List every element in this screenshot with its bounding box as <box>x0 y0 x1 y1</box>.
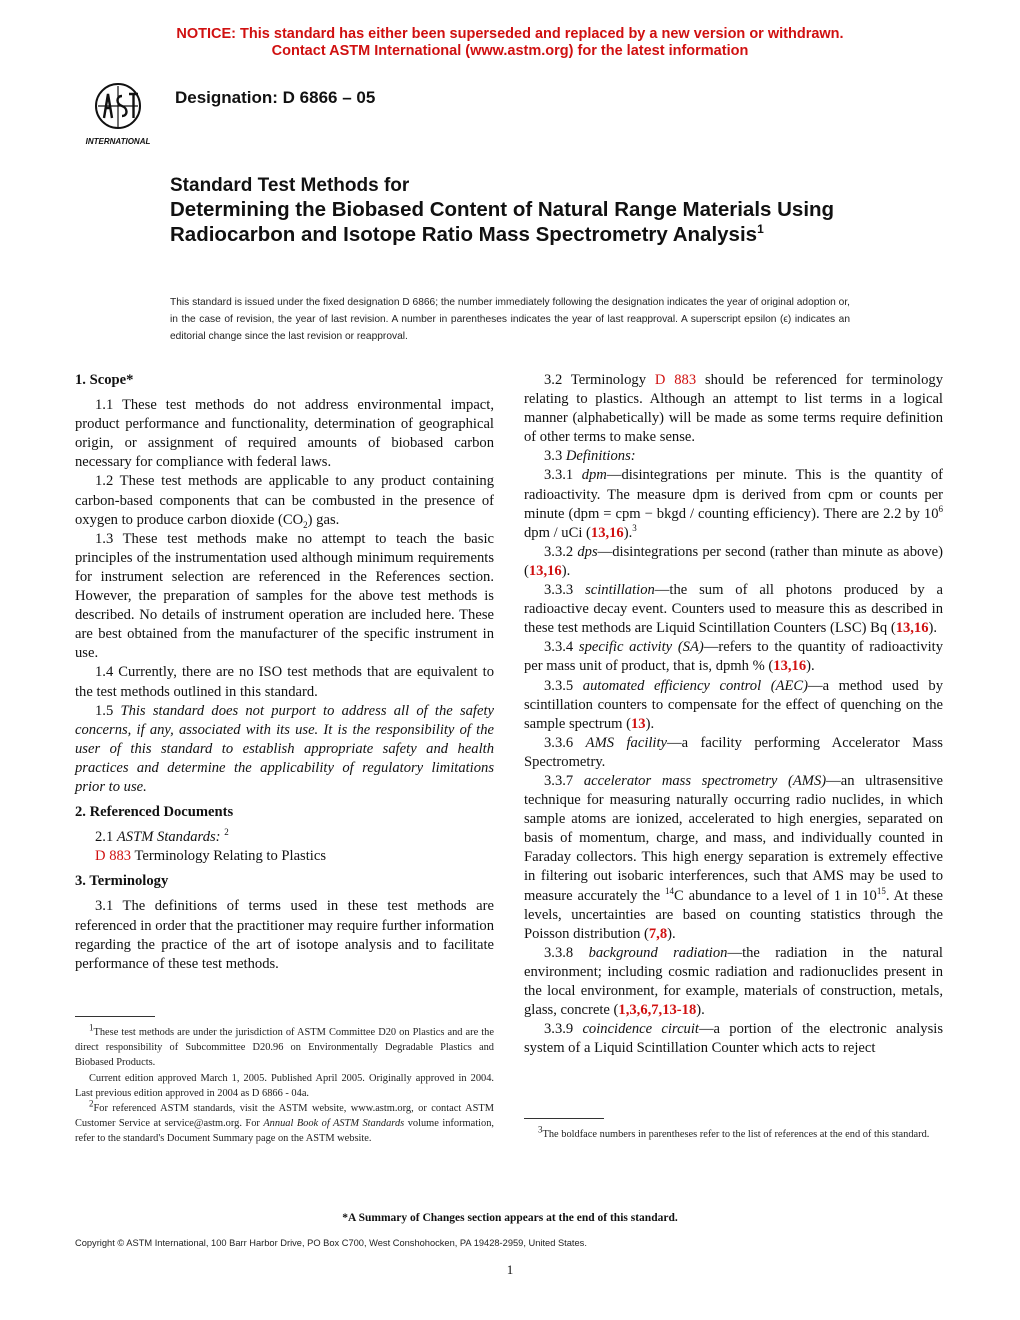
citation-link[interactable]: 7,8 <box>648 925 668 942</box>
ref-d883-line: D 883 Terminology Relating to Plastics <box>95 848 326 865</box>
section-heading-scope: 1. Scope* <box>75 372 134 388</box>
section-heading-referenced-documents: 2. Referenced Documents <box>75 804 234 821</box>
astm-logo <box>76 76 160 148</box>
def-3-3-5: 3.3.5 automated efficiency control (AEC)—a method used by scintillation counters to compensate for the effect of quenching on the sample spectrum (13). <box>524 677 944 732</box>
para-3-3: 3.3 Definitions: <box>544 448 636 465</box>
footnotes-left <box>75 1016 494 1147</box>
designation: Designation: D 6866 – 05 <box>175 88 376 107</box>
title-footnote-mark: 1 <box>757 221 764 236</box>
right-column <box>524 371 943 1058</box>
summary-note: *A Summary of Changes section appears at the end of this standard. <box>342 1212 678 1224</box>
ref-d883-link[interactable]: D 883 <box>95 848 132 865</box>
citation-link[interactable]: 13,16 <box>895 620 929 637</box>
footnote-2: $^2$For referenced ASTM standards, visit the ASTM website, www.astm.org, or contact ASTM Customer Service at service@astm.org. For Annual Book of ASTM Standards volume information, refer to the standard's Document Summary page on the ASTM website. <box>75 1098 494 1145</box>
title-main-text: Determining the Biobased Content of Natural Range Materials Using Radiocarbon and Isotope Ratio Mass Spectrometry Analysis <box>170 198 835 246</box>
para-1-4: 1.4 Currently, there are no ISO test methods that are equivalent to the test methods outlined in this standard. <box>75 664 494 700</box>
logo-text: INTERNATIONAL <box>85 137 151 146</box>
title-main <box>170 198 870 247</box>
footnote-divider <box>524 1118 604 1119</box>
citation-link[interactable]: 13,16 <box>528 562 562 579</box>
left-column <box>75 371 494 974</box>
section-heading-terminology: 3. Terminology <box>75 873 169 890</box>
para-2-1: 2.1 ASTM Standards: $^2$ <box>95 827 229 846</box>
footnote-3: $^3$The boldface numbers in parentheses refer to the list of references at the end of this standard. <box>538 1124 930 1140</box>
footnote-divider <box>75 1016 155 1017</box>
para-1-3: 1.3 These test methods make no attempt to teach the basic principles of the instrumentation used although minimum requirements for instrument selection are referenced in the References section. However, the preparation of samples for the above test methods is described. No details of instrument operation are included here. These are best obtained from the manufacturer of the specific instrument in use. <box>75 530 494 662</box>
notice-line-1: NOTICE: This standard has either been superseded and replaced by a new version or withdrawn. <box>176 26 844 42</box>
def-3-3-2: 3.3.2 dps—disintegrations per second (rather than minute as above) (13,16). <box>524 543 943 579</box>
footnotes-right <box>524 1118 943 1142</box>
citation-link[interactable]: 13 <box>631 715 646 732</box>
def-3-3-8: 3.3.8 background radiation—the radiation in the natural environment; including cosmic radiation and radionuclides present in the local environment, for example, materials of construction, metals, glass, concrete (1,3,6,7,13-18). <box>524 944 943 1019</box>
para-1-2: 1.2 These test methods are applicable to any product containing carbon-based components that can be combusted in the presence of oxygen to produce carbon dioxide $(CO_2)$ gas. <box>75 473 494 530</box>
footnote-1: $^1$These test methods are under the jurisdiction of ASTM Committee D20 on Plastics and are the direct responsibility of Subcommittee D20.96 on Environmentally Degradable Plastics and Biobased Products. <box>75 1022 494 1069</box>
citation-link[interactable]: 1,3,6,7,13-18 <box>618 1002 697 1019</box>
citation-link[interactable]: 13,16 <box>773 658 807 675</box>
para-3-1: 3.1 The definitions of terms used in these test methods are referenced in order that the practitioner may require further information regarding the practice of the art of isotope analysis and to facilitate performance of these test methods. <box>75 898 494 972</box>
footnote-1-edition: Current edition approved March 1, 2005. Published April 2005. Originally approved in 2004. Last previous edition approved in 2004 as D 6866 - 04a. <box>75 1072 494 1099</box>
def-3-3-7: 3.3.7 accelerator mass spectrometry (AMS)—an ultrasensitive technique for measuring naturally occurring radio nuclides, in which sample atoms are ionized, accelerated to high energies, separated on basis of momentum, charge, and mass, and individually counted in Faraday collectors. This high energy separation is extremely effective in filtering out isobaric interferences, such that AMS may be used to measure accurately the $^{14}$C abundance to a level of 1 in $10^{15}$. At these levels, uncertainties are based on counting statistics through the Poisson distribution (7,8). <box>524 772 943 942</box>
title-line-1: Standard Test Methods for <box>170 175 410 196</box>
def-3-3-3: 3.3.3 scintillation—the sum of all photons produced by a radioactive decay event. Counters used to measure this as described in these test methods are Liquid Scintillation Counters (LSC) Bq (13,16). <box>524 582 943 637</box>
ref-d883-link-2[interactable]: D 883 <box>654 372 697 388</box>
citation-link[interactable]: 13,16 <box>590 524 624 541</box>
para-1-1: 1.1 These test methods do not address environmental impact, product performance and functionality, determination of geographical origin, or assignment of required amounts of biobased carbon necessary for compliance with federal laws. <box>75 397 494 471</box>
notice-banner <box>0 26 1020 60</box>
def-3-3-4: 3.3.4 specific activity (SA)—refers to the quantity of radioactivity per mass unit of product, that is, dpmh % (13,16). <box>524 639 943 675</box>
title-block <box>170 174 870 247</box>
notice-line-2: Contact ASTM International (www.astm.org) for the latest information <box>271 43 749 59</box>
page-number: 1 <box>506 1262 514 1277</box>
def-3-3-9: 3.3.9 coincidence circuit—a portion of the electronic analysis system of a Liquid Scintillation Counter which acts to reject <box>524 1021 943 1057</box>
para-3-2: 3.2 Terminology D 883 should be referenced for terminology relating to plastics. Although an attempt to list terms in a logical manner (alphabetically) will be made as some terms require definition of other terms to make sense. <box>524 372 943 446</box>
copyright: Copyright © ASTM International, 100 Barr Harbor Drive, PO Box C700, West Conshohocken, PA 19428-2959, United States. <box>75 1238 587 1248</box>
para-1-5: 1.5 This standard does not purport to address all of the safety concerns, if any, associated with its use. It is the responsibility of the user of this standard to establish appropriate safety and health practices and determine the applicability of regulatory limitations prior to use. <box>75 702 494 795</box>
issued-note: This standard is issued under the fixed designation D 6866; the number immediately following the designation indicates the year of original adoption or, in the case of revision, the year of last revision. A number in parentheses indicates the year of last reapproval. A superscript epsilon (ϵ) indicates an editorial change since the last revision or reapproval. <box>170 297 850 342</box>
def-3-3-1: 3.3.1 dpm—disintegrations per minute. This is the quantity of radioactivity. The measure dpm is derived from cpm or counts per minute (dpm = cpm − bkgd / counting efficiency). There are 2.2 by $10^6$ dpm / uCi (13,16).$^3$ <box>524 467 943 541</box>
def-3-3-6: 3.3.6 AMS facility—a facility performing Accelerator Mass Spectrometry. <box>524 734 943 770</box>
